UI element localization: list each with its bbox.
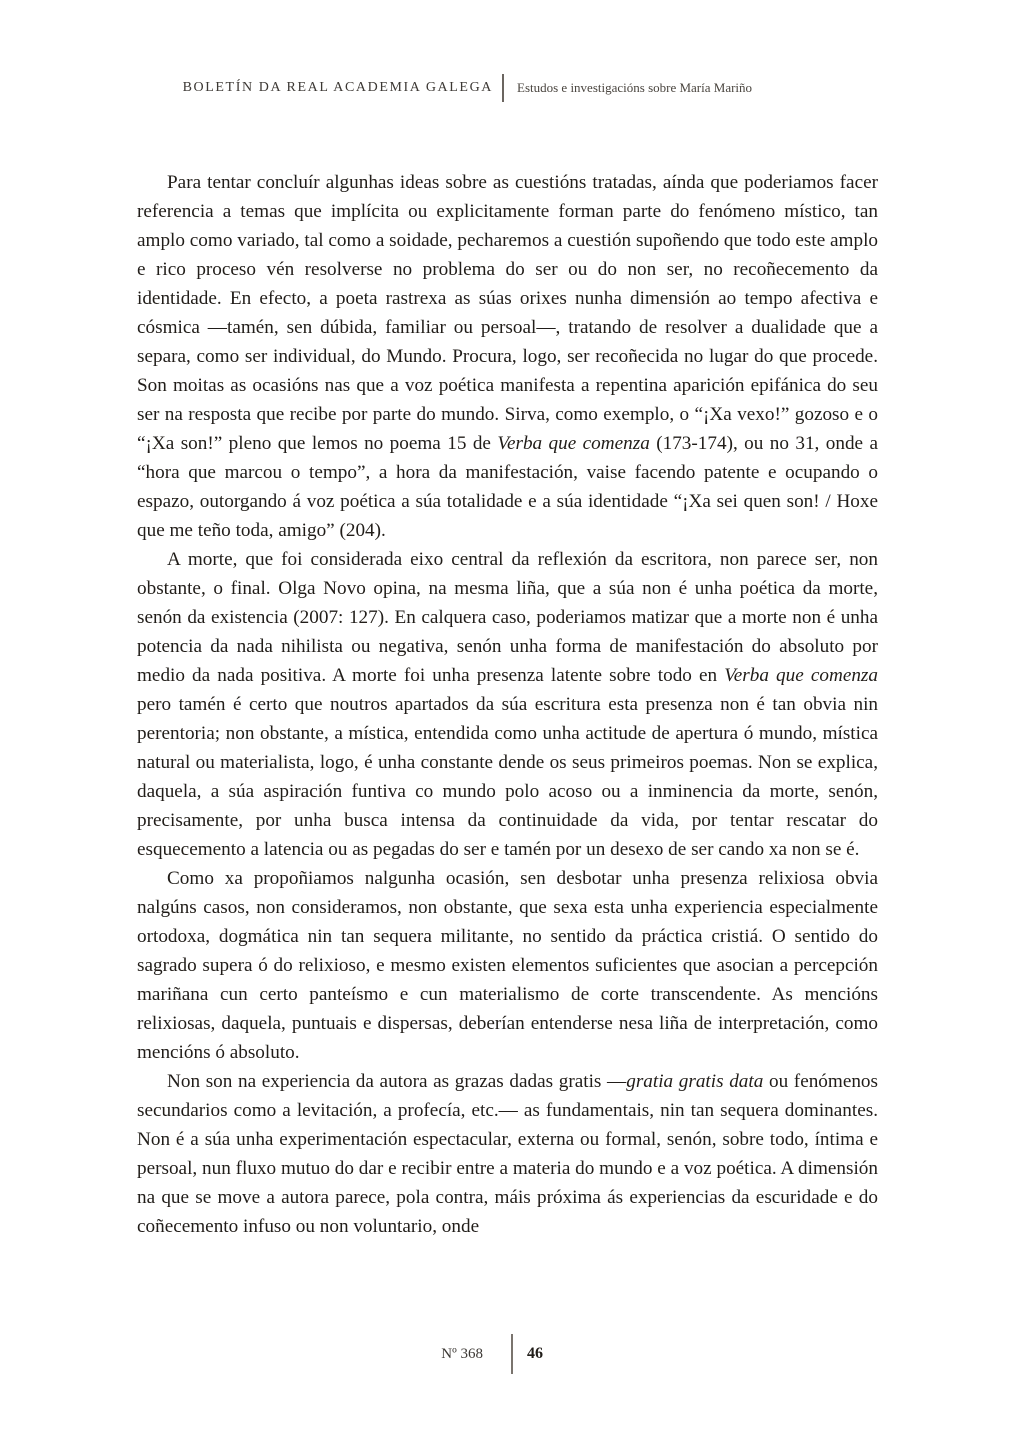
paragraph: [137, 168, 878, 545]
text-run: pero tamén é certo que noutros apartados da súa escritura esta presenza non é tan obvia nin perentoria; non obstante, a mística, entendida como unha actitude de apertura ó mundo, mística natural ou materialista, logo, é unha constante dende os seus primeiros poemas. Non se explica, daquela, a súa aspiración funtiva co mundo polo acoso ou a inminencia da morte, senón, precisamente, por unha busca intensa da continuidade da vida, por tentar rescatar do esquecemento a latencia ou as pegadas do ser e tamén por un desexo de ser cando xa non se é.: [137, 694, 878, 860]
text-run: ou fenómenos secundarios como a levitación, a profecía, etc.— as fundamentais, nin tan sequera dominantes. Non é a súa unha experimentación espectacular, externa ou formal, senón, sobre todo, íntima e persoal, nun fluxo mutuo do dar e recibir entre a materia do mundo e a voz poética. A dimensión na que se move a autora parece, pola contra, máis próxima ás experiencias da escuridade e do coñecemento infuso ou non voluntario, onde: [137, 1071, 878, 1237]
page-header: [0, 74, 1010, 102]
section-title: Estudos e investigacións sobre María Mariño: [517, 80, 753, 95]
article-body: [137, 168, 878, 1241]
text-run: (173-174), ou no 31, onde a “hora que marcou o tempo”, a hora da manifestación, vaise facendo patente e ocupando o espazo, outorgando á voz poética a súa totalidade e a súa identidade “¡Xa sei quen son! / Hoxe que me teño toda, amigo” (204).: [137, 433, 879, 541]
text-run: Para tentar concluír algunhas ideas sobre as cuestións tratadas, aínda que poderiamos facer referencia a temas que implícita ou explicitamente forman parte do fenómeno místico, tan amplo como variado, tal como a soidade, pecharemos a cuestión supoñendo que todo este amplo e rico proceso vén resolverse no problema do ser ou do non ser, no recoñecemento da identidade. En efecto, a poeta rastrexa as súas orixes nunha dimensión ao tempo afectiva e cósmica —tamén, sen dúbida, familiar ou persoal—, tratando de resolver a dualidade que a separa, como ser individual, do Mundo. Procura, logo, ser recoñecida no lugar do que procede. Son moitas as ocasións nas que a voz poética manifesta a repentina aparición epifánica do seu ser na resposta que recibe por parte do mundo. Sirva, como exemplo, o “¡Xa vexo!” gozoso e o “¡Xa son!” pleno que lemos no poema 15 de: [137, 172, 878, 454]
paragraph: [137, 1067, 878, 1241]
text-run: Non son na experiencia da autora as grazas dadas gratis —: [167, 1071, 627, 1092]
italic-text-run: Verba que comenza: [724, 665, 878, 686]
footer-divider: [511, 1334, 513, 1374]
issue-number: Nº 368: [441, 1345, 483, 1362]
text-run: Como xa propoñiamos nalgunha ocasión, sen desbotar unha presenza relixiosa obvia nalgúns casos, non consideramos, non obstante, que sexa esta unha experiencia especialmente ortodoxa, dogmática nin tan sequera militante, no sentido da práctica cristiá. O sentido do sagrado supera ó do relixioso, e mesmo existen elementos suficientes que asocian a percepción mariñana cun certo panteísmo e cun materialismo de corte transcendente. As mencións relixiosas, daquela, puntuais e dispersas, deberían entenderse nesa liña de interpretación, como mencións ó absoluto.: [137, 868, 878, 1063]
text-run: A morte, que foi considerada eixo central da reflexión da escritora, non parece ser, non obstante, o final. Olga Novo opina, na mesma liña, que a súa non é unha poética da morte, senón da existencia (2007: 127). En calquera caso, poderiamos matizar que a morte non é unha potencia da nada nihilista ou negativa, senón unha forma de manifestación do absoluto por medio da nada positiva. A morte foi unha presenza latente sobre todo en: [137, 549, 878, 686]
paragraph: [137, 864, 878, 1067]
italic-text-run: gratia gratis data: [626, 1071, 764, 1092]
header-divider: [502, 74, 504, 102]
page-footer: [0, 1334, 1010, 1374]
journal-title: BOLETÍN DA REAL ACADEMIA GALEGA: [182, 80, 493, 95]
page-number: 46: [527, 1345, 543, 1362]
paragraph: [137, 545, 878, 864]
italic-text-run: Verba que comenza: [497, 433, 650, 454]
